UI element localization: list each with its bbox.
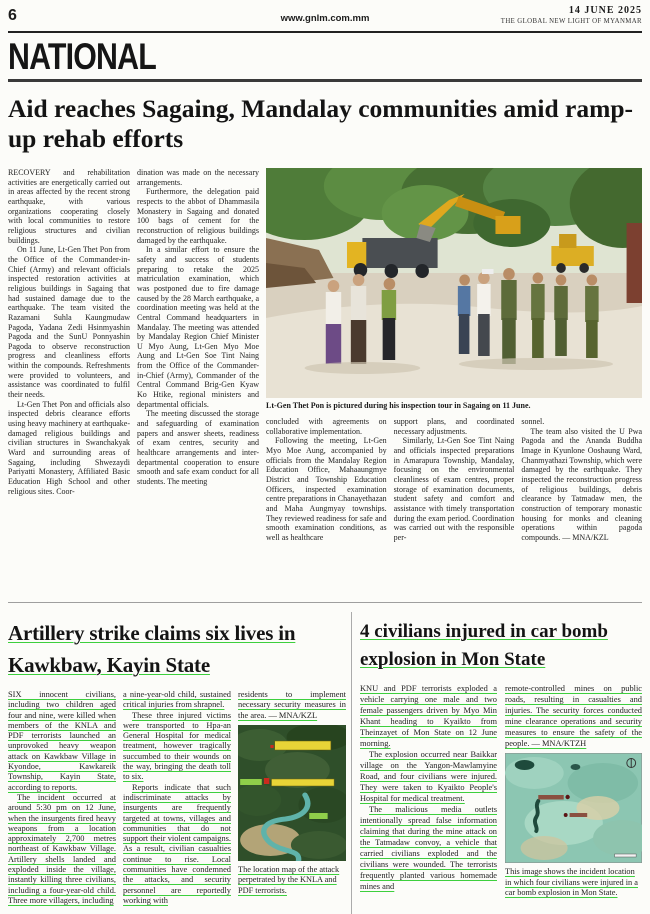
- section-divider-rule: [8, 602, 642, 603]
- article-paragraph: The explosion occurred near Baikkar village on the Yangon-Mawlamyine Road, and four civilians were injured. They were taken to Kyaikto People's Hospital for medical treatment.: [360, 750, 497, 804]
- article-paragraph: Reports indicate that such indiscriminate attacks by insurgents are frequently targeted at towns, villages and communities that do not support their violent campaigns. As a result, civilian casualties continue to rise. Local communities have condemned the attacks, and security personnel are reportedly working with: [123, 782, 231, 905]
- incident-location-map: [505, 753, 642, 863]
- page-number: 6: [8, 7, 17, 24]
- artillery-column-2: [123, 690, 231, 906]
- section-rule: [8, 79, 642, 82]
- incident-map-caption: This image shows the incident location in which four civilians were injured in a car bomb explosion in Mon State.: [505, 867, 638, 898]
- artillery-column-1: [8, 690, 116, 906]
- lead-photo-caption: Lt-Gen Thet Pon is pictured during his inspection tour in Sagaing on 11 June.: [266, 401, 531, 410]
- lead-column-5: [521, 417, 642, 601]
- article-paragraph: The incident occurred at around 5:30 pm on 12 June, when the insurgents fired heavy weapons from a location approximately 2,700 metres northeast of Kawkbaw Village. Artillery shells landed and exploded inside the village, instantly killing three civilians, including a four-year-old child. Three more villagers, including: [8, 792, 116, 905]
- lead-column-3: [266, 417, 387, 601]
- lead-headline: Aid reaches Sagaing, Mandalay communities amid ramp-up rehab efforts: [8, 94, 633, 154]
- article-paragraph: KNU and PDF terrorists exploded a vehicle carrying one male and two female passengers driven by Myo Min Khant heading to Kyaikto from Theinzayet of Mon State on 12 June morning.: [360, 684, 497, 749]
- article-paragraph: The team also visited the U Pwa Pagoda and the Ananda Buddha Image in Kyunlone Ooshaung Ward, Chanmyathazi Township, which were damaged by the earthquake. They inspected the reconstruction progress of religious buildings, debris clearance by Tatmadaw men, the construction of temporary monastic housing for monks and cleaning operations within pagoda compounds. — MNA/KZL: [521, 426, 642, 542]
- article-paragraph: RECOVERY and rehabilitation activities are energetically carried out in areas affected by the recent strong earthquake, with various organizations cooperating closely with local communities to restore religious structures and civilian buildings.: [8, 168, 130, 245]
- article-paragraph: These three injured victims were transported to Hpa-an General Hospital for medical treatment, however tragically succumbed to their wounds on the way, bringing the death toll to six.: [123, 710, 231, 782]
- inspection-photo-figure: [266, 168, 642, 411]
- article-paragraph: support plans, and coordinated necessary adjustments.: [393, 417, 515, 436]
- article-paragraph: Following the meeting, Lt-Gen Myo Moe Aung, accompanied by officials from the Mandalay Region Education Office, Mahaaungmye District and Township Education Officers, inspected examination centre preparations in Chanayethazan and Maha Aungmyay townships. They reviewed readiness for safe and smooth examination conditions, as well as healthcare: [266, 436, 387, 542]
- article-paragraph: Lt-Gen Thet Pon and officials also inspected debris clearance efforts using heavy machinery at earthquake-damaged religious buildings and civilian structures in Swanchakyak Ward and surrounding areas of Sagaing, including Shwezaydi Pariyatti Monastery, Affiliated Basic Education High School and other religious sites. Coor-: [8, 399, 130, 496]
- website-url: www.gnlm.com.mm: [280, 13, 370, 24]
- header-rule: [8, 31, 642, 33]
- article-paragraph: Furthermore, the delegation paid respects to the abbot of Dhammasila Monastery in Sagaing and donated 100 bags of cement for the reconstruction of religious buildings damaged by the earthquake.: [137, 187, 259, 245]
- carbomb-body: [360, 683, 642, 899]
- lead-article-body: [8, 168, 642, 601]
- article-paragraph: dination was made on the necessary arrangements.: [137, 168, 259, 187]
- article-paragraph: Similarly, Lt-Gen Soe Tint Naing and officials inspected preparations in Amarapura Township, Mandalay, focusing on the environmental cleanliness of exam centres, proper storage of examination documents, student safety and comfort and assistance with timely transportation during the exam period. Coordination was carried out with the responsible per-: [393, 436, 515, 542]
- carbomb-headline: 4 civilians injured in car bomb explosion in Mon State: [360, 621, 608, 670]
- issue-date: 14 JUNE 2025: [568, 5, 642, 16]
- article-paragraph: On 11 June, Lt-Gen Thet Pon from the Office of the Commander-in-Chief (Army) and relevant officials inspected restoration activities at religious buildings in Sagaing that had sustained damage due to the earthquake. The team visited the Razamani Suhla Kaungmudaw Pagoda, Yadana Zedi Hsinmyashin Pagoda and the SunU Ponnyashin Pagoda to observe reconstruction progress and cleanliness efforts within the compounds. Refreshments were provided to volunteers, and assistance was coordinated to fulfil their needs.: [8, 245, 130, 400]
- attack-map-figure: [238, 725, 346, 897]
- date-block: [501, 5, 642, 26]
- attack-location-map: [238, 725, 346, 861]
- column-divider-rule: [351, 612, 352, 914]
- article-paragraph: remote-controlled mines on public roads, resulting in casualties and injuries. The security forces conducted mine clearance operations and security measures to ensure the safety of the people. — MNA/KTZH: [505, 684, 642, 749]
- article-paragraph: concluded with agreements on collaborative implementation.: [266, 417, 387, 436]
- article-paragraph: The malicious media outlets intentionally spread false information claiming that during the mine attack on the Tatmadaw convoy, a vehicle that carried civilians exploded and the civilians were wounded. The terrorists frequently planted various homemade mines and: [360, 805, 497, 892]
- artillery-column-3: [238, 690, 346, 906]
- carbomb-column-2: [505, 683, 642, 899]
- lead-column-1: [8, 168, 130, 601]
- attack-map-caption: The location map of the attack perpetrated by the KNLA and PDF terrorists.: [238, 864, 340, 896]
- article-paragraph: residents to implement necessary security measures in the area. — MNA/KZL: [238, 690, 346, 720]
- incident-map-figure: [505, 753, 642, 899]
- artillery-headline: Artillery strike claims six lives in Kawkbaw, Kayin State: [8, 621, 296, 677]
- publication-name: THE GLOBAL NEW LIGHT OF MYANMAR: [500, 17, 642, 25]
- article-paragraph: In a similar effort to ensure the safety and success of students preparing to retake the 2025 matriculation examination, which was postponed due to fire damage caused by the 28 March earthquake, a coordination meeting was held at the Central Command headquarters in Mandalay. The meeting was attended by Mandalay Region Chief Minister U Myo Aung, Lt-Gen Myo Moe Aung and Lt-Gen Soe Tint Naing from the Office of the Commander-in-Chief (Army), Commander of the Central Command Brig-Gen Kyaw Ko Htike, regional ministers and departmental officials.: [137, 245, 259, 409]
- section-title: NATIONAL: [8, 36, 156, 77]
- article-paragraph: sonnel.: [521, 417, 545, 426]
- article-paragraph: a nine-year-old child, sustained critical injuries from shrapnel.: [123, 690, 231, 710]
- article-paragraph: The meeting discussed the storage and safeguarding of examination papers and answer sheets, readiness of exam centres, security and healthcare arrangements and inter-departmental cooperation to ensure smooth and safe exam conduct for all students. The meeting: [137, 409, 259, 486]
- artillery-body: [8, 690, 346, 906]
- article-paragraph: SIX innocent civilians, including two children aged four and nine, were killed when members of the KNLA and PDF terrorists launched an unprovoked heavy weapon attack on Kawkbaw Village in Kyondoe, Kawkareik Township, Kayin State, according to reports.: [8, 690, 116, 792]
- lead-photo-block: [266, 168, 642, 601]
- lead-column-2: [137, 168, 259, 601]
- lead-column-4: [394, 417, 515, 601]
- carbomb-article: [360, 610, 642, 914]
- artillery-article: [8, 610, 346, 914]
- inspection-photo: [266, 168, 642, 398]
- carbomb-column-1: [360, 683, 497, 899]
